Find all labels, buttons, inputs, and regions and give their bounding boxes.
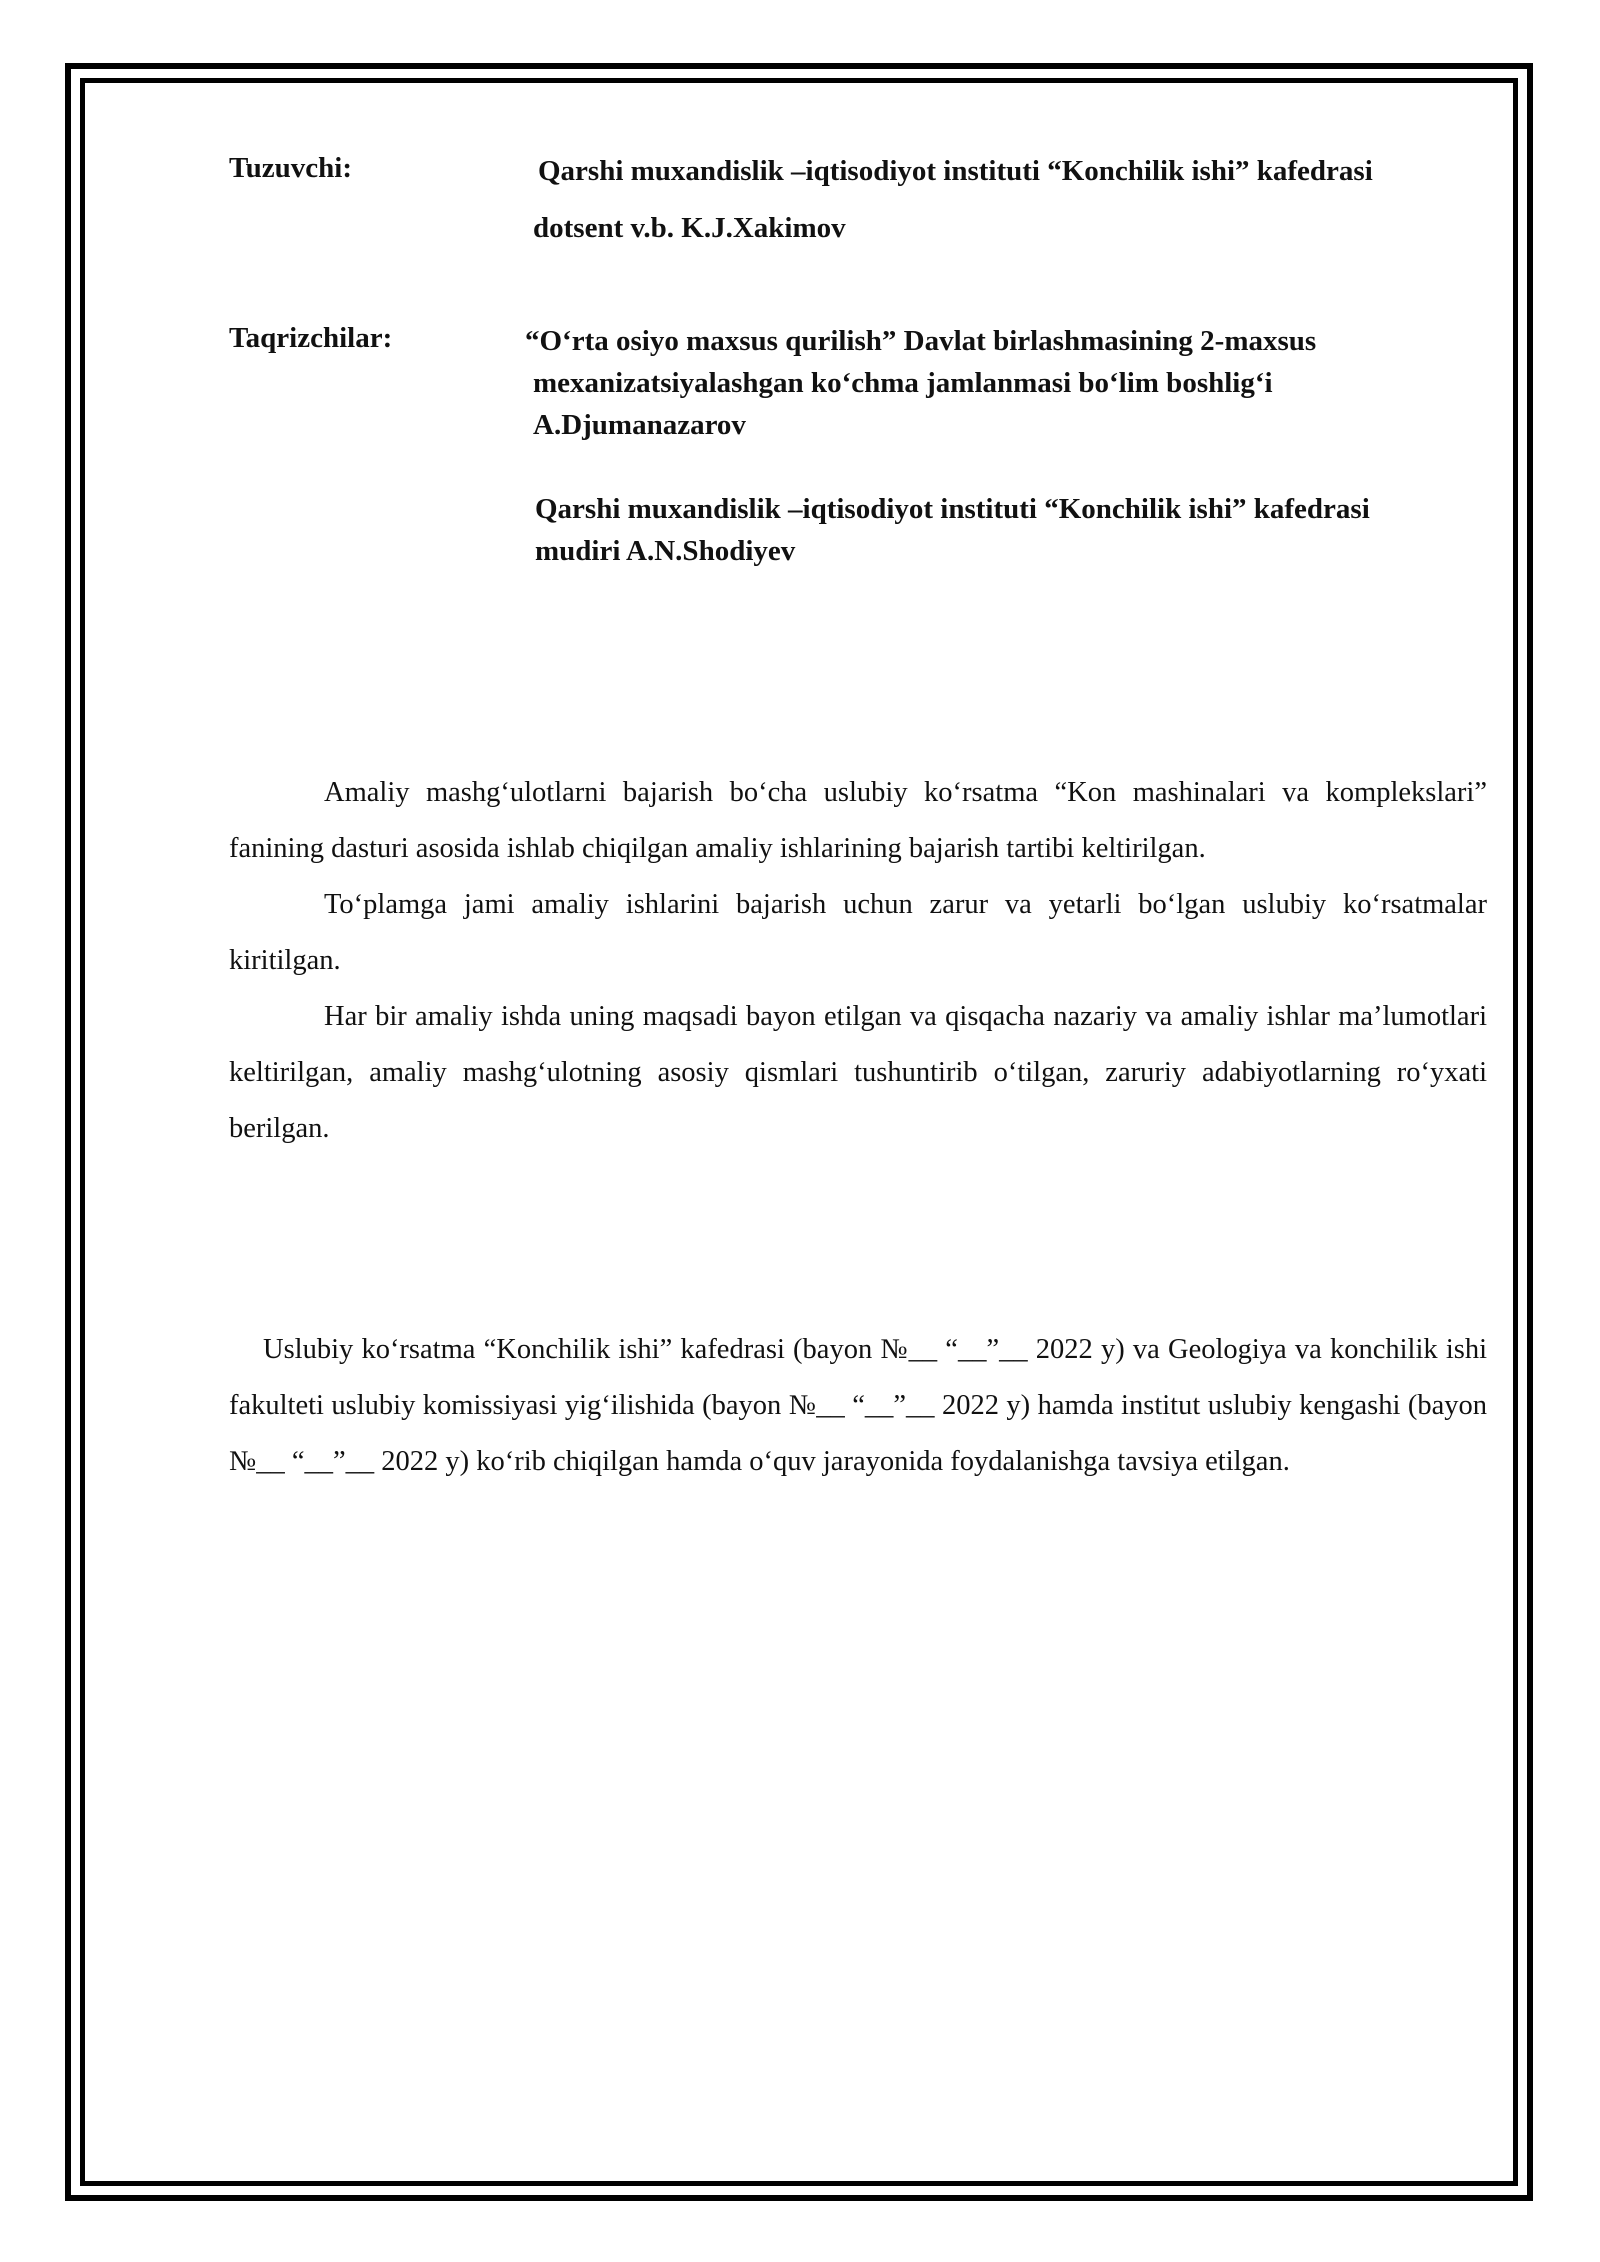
compiler-info [538,150,1373,192]
approval-paragraph: Uslubiy ko‘rsatma “Konchilik ishi” kafedrasi (bayon №__ “__”__ 2022 y) va Geologiya va konchilik ishi fakulteti uslubiy komissiyasi yig‘ilishida (bayon №__ “__”__ 2022 y) hamda institut uslubiy kengashi (bayon №__ “__”__ 2022 y) ko‘rib chiqilgan hamda o‘quv jarayonida foydalanishga tavsiya etilgan. [229,1334,1487,1477]
abstract-paragraph-3: Har bir amaliy ishda uning maqsadi bayon etilgan va qisqacha nazariy va amaliy ishlar ma’lumotlari keltirilgan, amaliy mashg‘ulotning asosiy qismlari tushuntirib o‘tilgan, zaruriy adabiyotlarning ro‘yxati berilgan. [229,1001,1487,1144]
reviewer-1-line-1-wrap [525,320,1316,362]
reviewers-label: Taqrizchilar: [229,322,393,354]
reviewer-1-line-3: A.Djumanazarov [533,409,746,441]
compiler-line-1: Qarshi muxandislik –iqtisodiyot instituti “Konchilik ishi” kafedrasi [538,155,1373,187]
reviewer-1-rest [533,362,1273,446]
reviewer-1-line-1: “O‘rta osiyo maxsus qurilish” Davlat birlashmasining 2-maxsus [525,325,1317,357]
reviewer-2-line-1: Qarshi muxandislik –iqtisodiyot instituti “Konchilik ishi” kafedrasi [535,493,1370,525]
abstract-paragraph-1: Amaliy mashg‘ulotlarni bajarish bo‘cha uslubiy ko‘rsatma “Kon mashinalari va komplekslari” fanining dasturi asosida ishlab chiqilgan amaliy ishlarining bajarish tartibi keltirilgan. [229,777,1487,864]
abstract [229,765,1487,1157]
compiler-line-2: dotsent v.b. K.J.Xakimov [533,212,846,244]
reviewer-2 [535,488,1370,572]
abstract-paragraph-2: To‘plamga jami amaliy ishlarini bajarish uchun zarur va yetarli bo‘lgan uslubiy ko‘rsatmalar kiritilgan. [229,889,1487,976]
compiler-label: Tuzuvchi: [229,152,353,184]
reviewer-2-line-2: mudiri A.N.Shodiyev [535,535,796,567]
reviewer-1-line-2: mexanizatsiyalashgan ko‘chma jamlanmasi bo‘lim boshlig‘i [533,367,1273,399]
approval [229,1322,1487,1490]
compiler-info-2 [533,207,846,249]
